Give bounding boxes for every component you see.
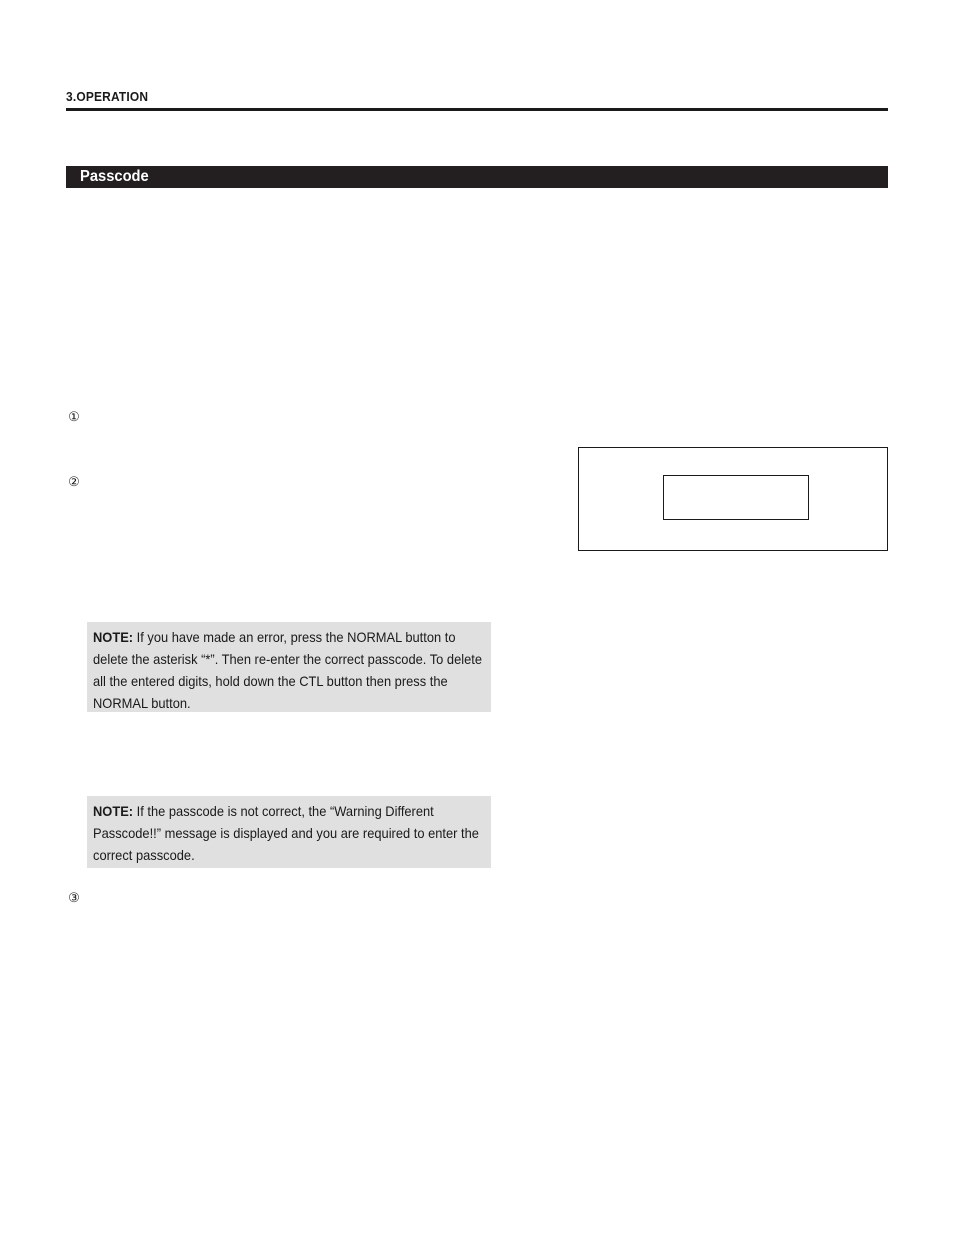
- note-label: NOTE:: [93, 629, 134, 645]
- note-text: If you have made an error, press the NORMAL button to delete the asterisk “*”. Then re-enter the correct passcode. To delete all the entered digits, hold down the CTL button then press the NORMAL button.: [93, 629, 483, 711]
- note-label: NOTE:: [93, 803, 134, 819]
- section-title-bar: [66, 166, 888, 188]
- step-marker-3: ③: [68, 890, 80, 905]
- step-marker-1: ①: [68, 409, 80, 424]
- header-rule: [66, 108, 888, 111]
- note-box-error-correction: [87, 622, 491, 712]
- note-box-incorrect-passcode: [87, 796, 491, 868]
- section-title: Passcode: [80, 168, 149, 185]
- chapter-header: 3.OPERATION: [66, 89, 149, 104]
- passcode-screen-illustration: [578, 447, 888, 551]
- step-marker-2: ②: [68, 474, 80, 489]
- note-text: If the passcode is not correct, the “Warning Different Passcode!!” message is displayed and you are required to enter the correct passcode.: [93, 803, 479, 863]
- passcode-entry-field: [663, 475, 809, 520]
